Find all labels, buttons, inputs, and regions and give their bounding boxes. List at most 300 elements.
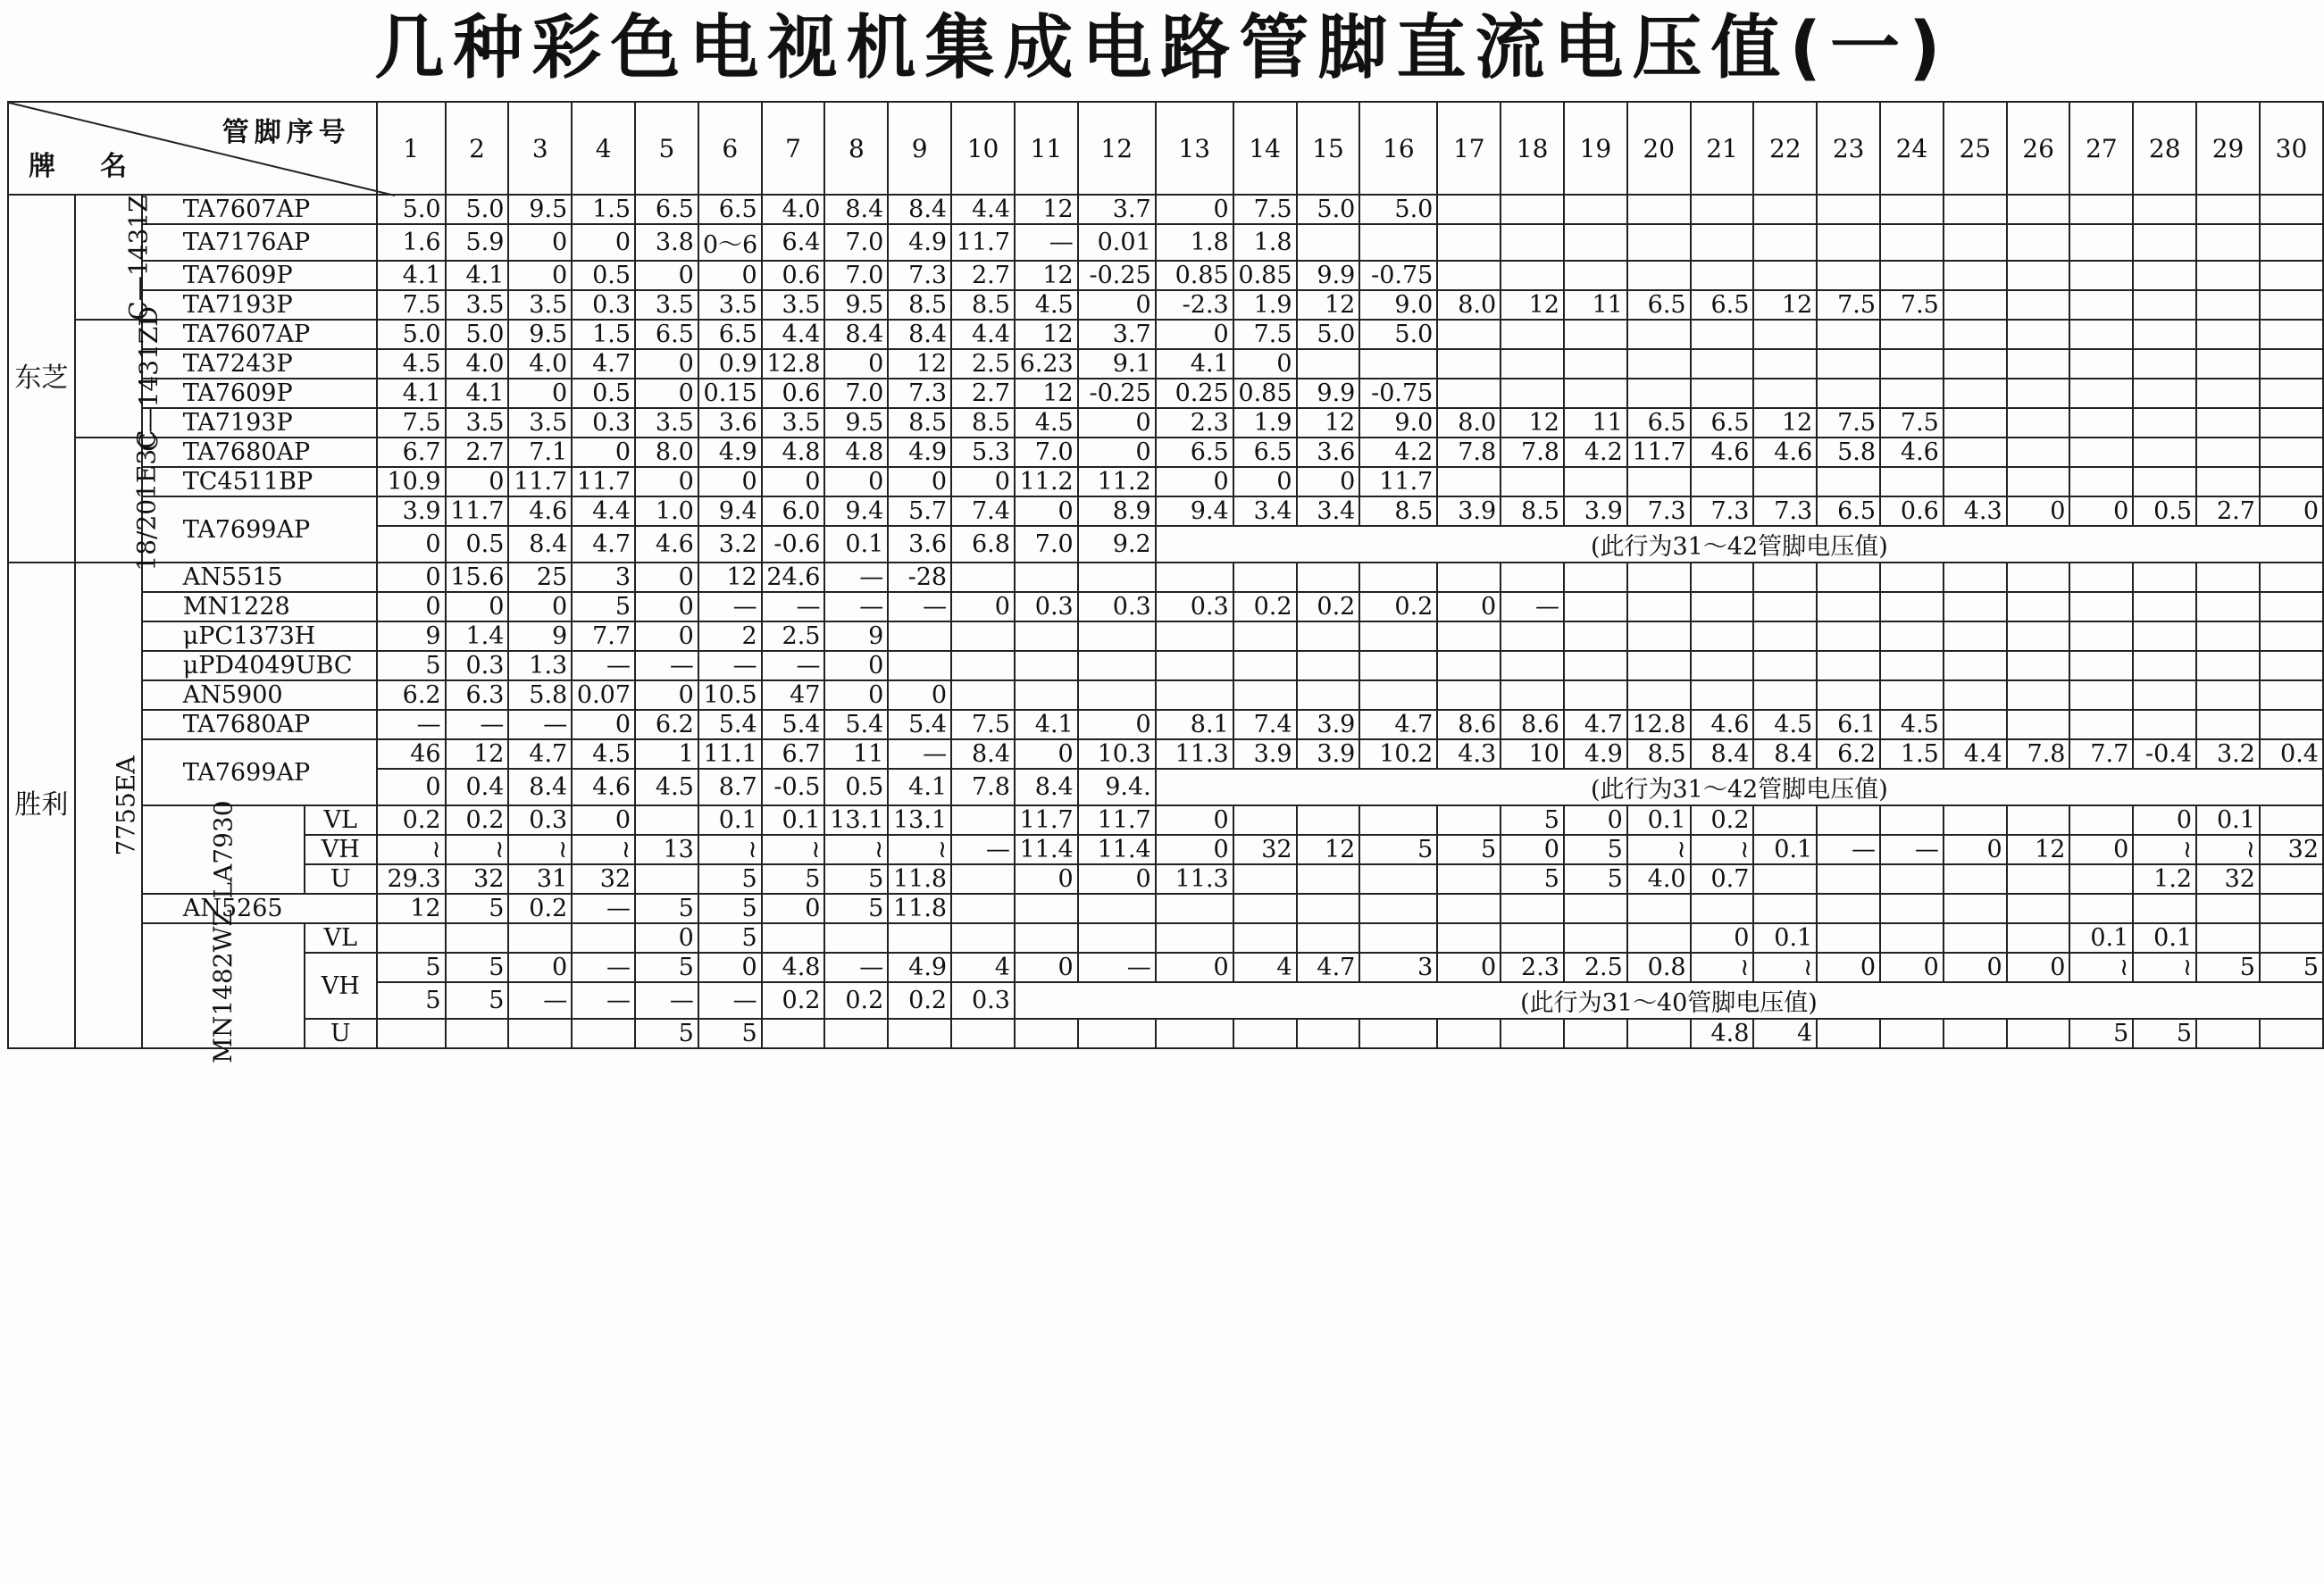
value-cell xyxy=(2260,680,2323,710)
value-cell: 0.1 xyxy=(1753,835,1817,864)
value-cell xyxy=(1564,224,1627,261)
value-cell: 4.1 xyxy=(1156,349,1233,379)
value-cell xyxy=(2133,224,2196,261)
value-cell xyxy=(2133,563,2196,592)
value-cell: 11.2 xyxy=(1015,467,1078,496)
value-cell: 1 xyxy=(635,739,698,769)
value-cell: 12 xyxy=(1753,290,1817,320)
value-cell xyxy=(1233,563,1297,592)
value-cell xyxy=(1297,349,1360,379)
value-cell: 5 xyxy=(824,894,888,923)
value-cell: 4.5 xyxy=(1880,710,1944,739)
value-cell: 9.2 xyxy=(1078,526,1156,563)
value-cell: 4.1 xyxy=(888,769,951,805)
value-cell: 13 xyxy=(635,835,698,864)
value-cell: 7.8 xyxy=(2007,739,2070,769)
value-cell xyxy=(1817,621,1880,651)
value-cell: 0.2 xyxy=(1297,592,1360,621)
value-cell: 6.3 xyxy=(446,680,509,710)
value-cell xyxy=(2069,563,2133,592)
value-cell: 5.4 xyxy=(762,710,825,739)
value-cell: 11.8 xyxy=(888,894,951,923)
pin-header-3: 3 xyxy=(508,102,572,195)
pin-header-28: 28 xyxy=(2133,102,2196,195)
value-cell: 0.3 xyxy=(508,805,572,835)
value-cell: ≀ xyxy=(698,835,762,864)
pin-header-27: 27 xyxy=(2069,102,2133,195)
chip-name: AN5515 xyxy=(142,563,377,592)
value-cell xyxy=(1078,651,1156,680)
value-cell: 0 xyxy=(1078,710,1156,739)
value-cell xyxy=(2196,923,2260,953)
value-cell: 1.6 xyxy=(377,224,446,261)
value-cell: 5.4 xyxy=(824,710,888,739)
model-7755ea xyxy=(75,563,142,1048)
value-cell xyxy=(1156,923,1233,953)
value-cell xyxy=(1359,923,1437,953)
value-cell xyxy=(1817,261,1880,290)
value-cell: 6.5 xyxy=(698,320,762,349)
value-cell xyxy=(1691,894,1754,923)
value-cell xyxy=(1437,805,1501,835)
value-cell: 0.2 xyxy=(762,982,825,1019)
value-cell: 0 xyxy=(1078,290,1156,320)
value-cell xyxy=(1233,621,1297,651)
pin-header-20: 20 xyxy=(1627,102,1691,195)
value-cell xyxy=(2069,592,2133,621)
value-cell: 4.5 xyxy=(1015,408,1078,438)
value-cell: 0 xyxy=(888,680,951,710)
value-cell xyxy=(1753,563,1817,592)
value-cell: 5 xyxy=(824,864,888,894)
value-cell xyxy=(1501,261,1564,290)
value-cell xyxy=(1233,923,1297,953)
value-cell: 5 xyxy=(1437,835,1501,864)
value-cell xyxy=(2260,195,2323,224)
value-cell: 0 xyxy=(1297,467,1360,496)
value-cell xyxy=(1691,621,1754,651)
value-cell: 1.9 xyxy=(1233,408,1297,438)
pin-header-11: 11 xyxy=(1015,102,1078,195)
value-cell xyxy=(1944,923,2007,953)
value-cell: 4.4 xyxy=(951,320,1015,349)
value-cell xyxy=(2260,894,2323,923)
value-cell: 0.3 xyxy=(1015,592,1078,621)
value-cell: 3.2 xyxy=(698,526,762,563)
value-cell xyxy=(2133,651,2196,680)
pin-header-12: 12 xyxy=(1078,102,1156,195)
value-cell xyxy=(446,923,509,953)
value-cell xyxy=(1564,379,1627,408)
value-cell: 0 xyxy=(1156,320,1233,349)
value-cell xyxy=(1944,224,2007,261)
value-cell: 8.4 xyxy=(1691,739,1754,769)
pin-header-24: 24 xyxy=(1880,102,1944,195)
value-cell: 25 xyxy=(508,563,572,592)
value-cell: 4 xyxy=(1233,953,1297,982)
value-cell: 7.0 xyxy=(824,261,888,290)
value-cell: 11.7 xyxy=(1015,805,1078,835)
value-cell xyxy=(1359,563,1437,592)
value-cell: — xyxy=(1501,592,1564,621)
value-cell xyxy=(1627,923,1691,953)
value-cell xyxy=(2260,290,2323,320)
value-cell: — xyxy=(1015,224,1078,261)
value-cell xyxy=(1564,923,1627,953)
value-cell xyxy=(2260,864,2323,894)
value-cell xyxy=(1297,923,1360,953)
value-cell xyxy=(1627,1019,1691,1048)
value-cell xyxy=(1564,261,1627,290)
value-cell xyxy=(2007,261,2070,290)
value-cell: 9.4 xyxy=(1156,496,1233,526)
value-cell: -0.75 xyxy=(1359,261,1437,290)
pin-header-26: 26 xyxy=(2007,102,2070,195)
value-cell xyxy=(2196,224,2260,261)
table-row xyxy=(8,379,2323,408)
value-cell: 4.7 xyxy=(508,739,572,769)
value-cell xyxy=(951,680,1015,710)
value-cell: 0.3 xyxy=(572,408,635,438)
value-cell xyxy=(1156,894,1233,923)
chip-name: TA7680AP xyxy=(142,438,377,467)
value-cell xyxy=(2133,379,2196,408)
value-cell: 12 xyxy=(1297,408,1360,438)
value-cell: 0 xyxy=(572,224,635,261)
chip-name: TA7193P xyxy=(142,290,377,320)
value-cell: 0.3 xyxy=(1156,592,1233,621)
value-cell xyxy=(1501,1019,1564,1048)
value-cell: 11.4 xyxy=(1078,835,1156,864)
value-cell: 6.5 xyxy=(1156,438,1233,467)
chip-name: TC4511BP xyxy=(142,467,377,496)
value-cell: 8.4 xyxy=(951,739,1015,769)
value-cell xyxy=(2196,621,2260,651)
value-cell: 5 xyxy=(377,982,446,1019)
value-cell xyxy=(2007,864,2070,894)
value-cell: -0.25 xyxy=(1078,261,1156,290)
value-cell xyxy=(1564,1019,1627,1048)
value-cell: 0 xyxy=(1437,953,1501,982)
value-cell: 0 xyxy=(635,467,698,496)
value-cell xyxy=(2007,320,2070,349)
value-cell: 4.0 xyxy=(1627,864,1691,894)
value-cell: 8.4 xyxy=(508,769,572,805)
value-cell xyxy=(1627,563,1691,592)
page-title: 几种彩色电视机集成电路管脚直流电压值(一) xyxy=(374,8,1950,88)
value-cell xyxy=(508,1019,572,1048)
value-cell xyxy=(824,1019,888,1048)
value-cell: 0 xyxy=(1817,953,1880,982)
value-cell xyxy=(1753,261,1817,290)
value-cell xyxy=(2133,467,2196,496)
value-cell xyxy=(1817,923,1880,953)
value-cell: 2.7 xyxy=(951,379,1015,408)
value-cell: ≀ xyxy=(2133,953,2196,982)
value-cell xyxy=(1944,195,2007,224)
value-cell xyxy=(951,805,1015,835)
value-cell: 6.23 xyxy=(1015,349,1078,379)
value-cell xyxy=(1753,894,1817,923)
value-cell: 5 xyxy=(698,864,762,894)
value-cell: 0.2 xyxy=(377,805,446,835)
value-cell: 9.5 xyxy=(508,195,572,224)
value-cell xyxy=(2260,379,2323,408)
value-cell: 3.5 xyxy=(762,290,825,320)
value-cell xyxy=(2069,438,2133,467)
mode-vh: VH xyxy=(305,835,377,864)
pin-number-label: 管脚序号 xyxy=(222,117,351,148)
value-cell: — xyxy=(698,592,762,621)
value-cell xyxy=(1501,349,1564,379)
value-cell: 4.9 xyxy=(698,438,762,467)
value-cell xyxy=(2133,320,2196,349)
value-cell: 7.5 xyxy=(377,290,446,320)
table-row xyxy=(8,894,2323,923)
value-cell xyxy=(2260,805,2323,835)
value-cell xyxy=(2069,195,2133,224)
value-cell: 0 xyxy=(1156,805,1233,835)
value-cell: — xyxy=(377,710,446,739)
value-cell: ≀ xyxy=(824,835,888,864)
value-cell: ≀ xyxy=(572,835,635,864)
value-cell: 7.8 xyxy=(1437,438,1501,467)
value-cell xyxy=(951,651,1015,680)
value-cell: 3.9 xyxy=(377,496,446,526)
value-cell xyxy=(1156,563,1233,592)
value-cell xyxy=(2196,680,2260,710)
value-cell xyxy=(2133,894,2196,923)
value-cell: 13.1 xyxy=(888,805,951,835)
value-cell xyxy=(888,621,951,651)
value-cell xyxy=(1233,864,1297,894)
value-cell: 12 xyxy=(1501,290,1564,320)
value-cell: 4 xyxy=(951,953,1015,982)
value-cell: 0.1 xyxy=(762,805,825,835)
value-cell: 0.3 xyxy=(446,651,509,680)
value-cell: 3.5 xyxy=(635,290,698,320)
value-cell: 4.6 xyxy=(1880,438,1944,467)
value-cell: 0 xyxy=(698,953,762,982)
value-cell xyxy=(2196,1019,2260,1048)
value-cell xyxy=(1627,379,1691,408)
table-row xyxy=(8,224,2323,261)
pin-header-10: 10 xyxy=(951,102,1015,195)
value-cell: 7.4 xyxy=(951,496,1015,526)
value-cell: 12 xyxy=(1015,320,1078,349)
value-cell: 0.6 xyxy=(762,379,825,408)
value-cell: 7.8 xyxy=(951,769,1015,805)
value-cell xyxy=(2069,621,2133,651)
value-cell xyxy=(2260,261,2323,290)
value-cell xyxy=(1501,195,1564,224)
value-cell xyxy=(1944,261,2007,290)
value-cell xyxy=(1437,563,1501,592)
value-cell: 0.2 xyxy=(1359,592,1437,621)
value-cell: 5.8 xyxy=(508,680,572,710)
value-cell: 5.3 xyxy=(951,438,1015,467)
value-cell xyxy=(1880,864,1944,894)
value-cell: 0 xyxy=(824,680,888,710)
value-cell xyxy=(2007,651,2070,680)
value-cell: 7.8 xyxy=(1501,438,1564,467)
value-cell: 5 xyxy=(635,953,698,982)
value-cell: 0 xyxy=(824,349,888,379)
value-cell: 1.5 xyxy=(572,320,635,349)
value-cell: 0 xyxy=(2260,496,2323,526)
value-cell: 0.6 xyxy=(1880,496,1944,526)
table-row xyxy=(8,923,2323,953)
value-cell: 8.4 xyxy=(1015,769,1078,805)
chip-name: μPC1373H xyxy=(142,621,377,651)
value-cell: 7.5 xyxy=(951,710,1015,739)
chip-name: TA7607AP xyxy=(142,195,377,224)
value-cell: 0 xyxy=(572,805,635,835)
value-cell: 0.5 xyxy=(2133,496,2196,526)
value-cell: 0 xyxy=(508,224,572,261)
value-cell xyxy=(1233,651,1297,680)
note-31-42b: (此行为31～42管脚电压值) xyxy=(1156,769,2323,805)
value-cell: 5 xyxy=(698,894,762,923)
value-cell xyxy=(1564,592,1627,621)
value-cell: 3.2 xyxy=(2196,739,2260,769)
value-cell: 0 xyxy=(377,769,446,805)
value-cell xyxy=(2069,680,2133,710)
value-cell: 7.5 xyxy=(377,408,446,438)
value-cell: 8.4 xyxy=(508,526,572,563)
table-row xyxy=(8,563,2323,592)
value-cell: — xyxy=(572,953,635,982)
value-cell xyxy=(1753,621,1817,651)
value-cell: 2.7 xyxy=(951,261,1015,290)
value-cell: 0 xyxy=(635,261,698,290)
value-cell: 5 xyxy=(762,864,825,894)
value-cell xyxy=(1880,563,1944,592)
value-cell xyxy=(951,563,1015,592)
value-cell: 6.1 xyxy=(1817,710,1880,739)
value-cell xyxy=(1753,805,1817,835)
value-cell: — xyxy=(508,982,572,1019)
value-cell xyxy=(2196,320,2260,349)
value-cell: 3.6 xyxy=(888,526,951,563)
header-corner xyxy=(8,102,377,195)
value-cell: 0 xyxy=(1233,467,1297,496)
value-cell: 5.0 xyxy=(1359,320,1437,349)
value-cell: 4.5 xyxy=(1753,710,1817,739)
value-cell xyxy=(1691,224,1754,261)
value-cell: 6.0 xyxy=(762,496,825,526)
value-cell: 0.85 xyxy=(1233,379,1297,408)
value-cell xyxy=(2260,438,2323,467)
value-cell xyxy=(2196,408,2260,438)
value-cell xyxy=(2133,349,2196,379)
value-cell: 2.3 xyxy=(1156,408,1233,438)
value-cell: 10.5 xyxy=(698,680,762,710)
value-cell: 0.3 xyxy=(951,982,1015,1019)
value-cell xyxy=(1691,563,1754,592)
value-cell: 32 xyxy=(1233,835,1297,864)
value-cell xyxy=(2069,290,2133,320)
value-cell: 0.2 xyxy=(1691,805,1754,835)
value-cell: 6.2 xyxy=(1817,739,1880,769)
value-cell: 0 xyxy=(508,261,572,290)
value-cell xyxy=(1564,680,1627,710)
value-cell: ≀ xyxy=(762,835,825,864)
value-cell: 46 xyxy=(377,739,446,769)
value-cell: — xyxy=(635,651,698,680)
value-cell: 0.7 xyxy=(1691,864,1754,894)
value-cell: 2.7 xyxy=(446,438,509,467)
chip-name: TA7176AP xyxy=(142,224,377,261)
value-cell xyxy=(2196,651,2260,680)
value-cell: 0 xyxy=(508,953,572,982)
value-cell: 6.8 xyxy=(951,526,1015,563)
value-cell xyxy=(1627,621,1691,651)
value-cell: — xyxy=(572,651,635,680)
value-cell xyxy=(1501,923,1564,953)
brand-toshiba: 东芝 xyxy=(8,195,75,563)
value-cell xyxy=(1944,408,2007,438)
value-cell: -0.75 xyxy=(1359,379,1437,408)
chip-mn1482wz-label: MN1482WZ xyxy=(208,908,238,1063)
value-cell xyxy=(1437,651,1501,680)
value-cell: 5 xyxy=(446,953,509,982)
value-cell xyxy=(1880,195,1944,224)
value-cell xyxy=(2260,592,2323,621)
value-cell xyxy=(1437,467,1501,496)
value-cell: ≀ xyxy=(508,835,572,864)
value-cell: 6.5 xyxy=(698,195,762,224)
table-row xyxy=(8,349,2323,379)
chip-name: TA7680AP xyxy=(142,710,377,739)
value-cell xyxy=(2260,651,2323,680)
pin-header-4: 4 xyxy=(572,102,635,195)
value-cell xyxy=(2260,923,2323,953)
value-cell: 0 xyxy=(1564,805,1627,835)
value-cell xyxy=(1753,864,1817,894)
value-cell: 5 xyxy=(377,651,446,680)
table-row xyxy=(8,864,2323,894)
value-cell: 0.2 xyxy=(1233,592,1297,621)
value-cell: 0 xyxy=(572,438,635,467)
value-cell: 11.3 xyxy=(1156,864,1233,894)
value-cell xyxy=(1564,894,1627,923)
value-cell: 3.9 xyxy=(1437,496,1501,526)
value-cell: 0 xyxy=(762,467,825,496)
value-cell xyxy=(2196,467,2260,496)
value-cell: 0.1 xyxy=(2196,805,2260,835)
value-cell: 11.7 xyxy=(446,496,509,526)
value-cell: 11.7 xyxy=(1359,467,1437,496)
value-cell xyxy=(2133,195,2196,224)
value-cell xyxy=(2260,349,2323,379)
value-cell: 9.5 xyxy=(508,320,572,349)
value-cell xyxy=(2007,563,2070,592)
value-cell: 9.0 xyxy=(1359,290,1437,320)
value-cell: 1.0 xyxy=(635,496,698,526)
value-cell xyxy=(2260,320,2323,349)
value-cell: 0 xyxy=(446,592,509,621)
value-cell: 29.3 xyxy=(377,864,446,894)
value-cell xyxy=(377,923,446,953)
value-cell: 0 xyxy=(1015,864,1078,894)
value-cell xyxy=(635,805,698,835)
value-cell: 0.3 xyxy=(572,290,635,320)
value-cell: 1.5 xyxy=(1880,739,1944,769)
value-cell: 8.4 xyxy=(888,195,951,224)
value-cell xyxy=(1359,224,1437,261)
value-cell xyxy=(2069,805,2133,835)
